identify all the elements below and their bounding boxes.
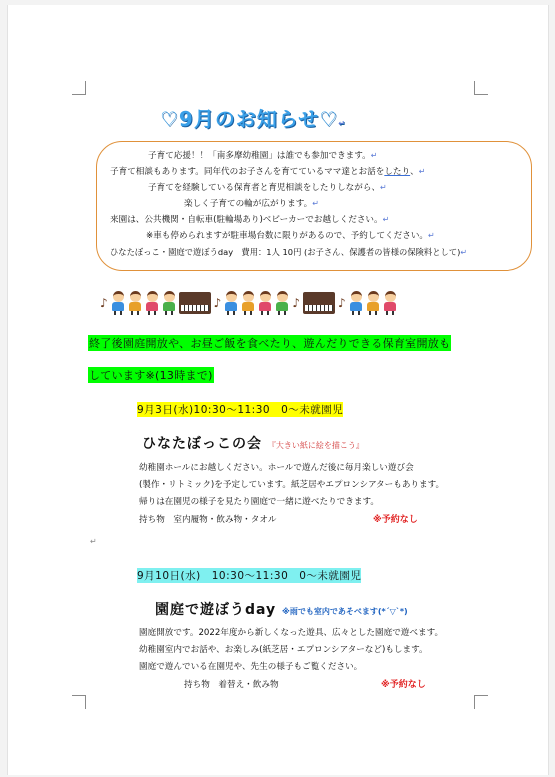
event2-reserve: ※予約なし	[381, 680, 426, 690]
event2-items: 持ち物 着替え・飲み物	[184, 680, 279, 690]
child-figure-icon	[224, 291, 238, 315]
child-figure-icon	[366, 291, 380, 315]
event1-desc-1: 幼稚園ホールにお越しください。ホールで遊んだ後に毎月楽しい遊び会	[139, 463, 414, 473]
notice-line-4: 楽しく子育ての輪が広がります。↵	[184, 199, 319, 209]
underlined-text: したり	[384, 167, 411, 177]
event1-desc-3: 帰りは在園児の様子を見たり園庭で一緒に遊べたりできます。	[139, 497, 379, 507]
notice-line-7: ひなたぼっこ・園庭で遊ぼうday 費用：1人 10円 (お子さん、保護者の皆様の保険料として)↵	[110, 247, 468, 257]
music-note-icon: ♪	[292, 296, 301, 310]
crop-mark-top-right	[474, 81, 488, 95]
event2-subtitle: ※雨でも室内であそべます(*´▽`*)	[282, 607, 408, 616]
notice-line-5: 来園は、公共機関・自転車(駐輪場あり)ベビーカーでお越しください。↵	[110, 215, 390, 225]
event2-desc-3: 園庭で遊んでいる在園児や、先生の様子もご覧ください。	[139, 662, 363, 672]
event1-items: 持ち物 室内履物・飲み物・タオル	[139, 515, 277, 525]
open-notice-line-2: しています※(13時まで)	[89, 369, 213, 382]
event1-reserve: ※予約なし	[373, 515, 418, 525]
document-page	[7, 5, 549, 775]
notice-line-6: ※車も停められますが駐車場台数に限りがあるので、予約してください。↵	[146, 231, 435, 241]
event2-title: 園庭で遊ぼうday ※雨でも室内であそべます(*´▽`*)	[155, 602, 408, 618]
open-notice-line-1: 終了後園庭開放や、お昼ご飯を食べたり、遊んだりできる保育室開放も	[89, 337, 451, 350]
piano-icon	[179, 292, 211, 314]
event1-date: 9月3日(水)10:30～11:30 0～未就園児	[137, 404, 344, 416]
title-text: ♡9月のお知らせ♡	[160, 107, 339, 131]
crop-mark-bottom-left	[72, 695, 86, 709]
child-figure-icon	[111, 291, 125, 315]
piano-icon	[303, 292, 335, 314]
child-figure-icon	[383, 291, 397, 315]
event1-subtitle: 『大きい紙に絵を描こう』	[267, 441, 364, 450]
page-title	[160, 103, 346, 132]
event1-title: ひなたぼっこの会 『大きい紙に絵を描こう』	[142, 436, 364, 452]
event2-date: 9月10日(水) 10:30～11:30 0～未就園児	[137, 570, 362, 582]
crop-mark-bottom-right	[474, 695, 488, 709]
notice-line-2: 子育て相談もあります。同年代のお子さんを育てているママ達とお話をしたり、↵	[110, 167, 426, 177]
paragraph-mark: ↵	[90, 537, 97, 546]
music-note-icon: ♪	[213, 296, 222, 310]
event1-desc-2: (製作・リトミック)を予定しています。紙芝居やエプロンシアターもあります。	[139, 480, 445, 490]
event2-desc-2: 幼稚園室内でお話や、お楽しみ(紙芝居・エプロンシアターなど)もします。	[139, 645, 428, 655]
child-figure-icon	[275, 291, 289, 315]
child-figure-icon	[128, 291, 142, 315]
child-figure-icon	[258, 291, 272, 315]
child-figure-icon	[162, 291, 176, 315]
crop-mark-top-left	[72, 81, 86, 95]
paragraph-mark: ↵	[338, 119, 346, 128]
child-figure-icon	[349, 291, 363, 315]
music-note-icon: ♪	[338, 296, 346, 310]
event2-desc-1: 園庭開放です。2022年度から新しくなった遊具、広々とした園庭で遊べます。	[139, 628, 444, 638]
child-figure-icon	[145, 291, 159, 315]
notice-line-1: 子育て応援！！「南多摩幼稚園」は誰でも参加できます。↵	[148, 151, 378, 161]
music-note-icon: ♪	[100, 296, 108, 310]
notice-line-3: 子育てを経験している保育者と育児相談をしたりしながら、↵	[148, 183, 387, 193]
child-figure-icon	[241, 291, 255, 315]
decorative-banner	[100, 288, 478, 318]
